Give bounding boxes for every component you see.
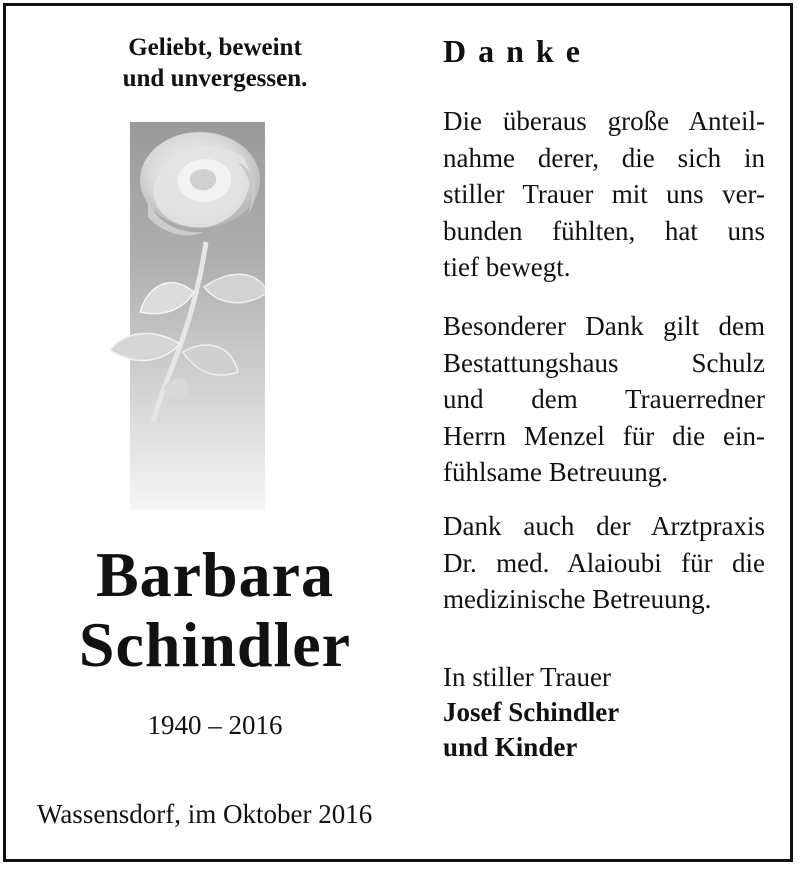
motto: [40, 32, 390, 94]
place-date: Wassensdorf, im Oktober 2016: [37, 799, 373, 829]
signature-name: Josef Schindler: [443, 697, 620, 727]
rose-icon: [108, 122, 265, 510]
text-line: Dank auch der Arztpraxis: [443, 511, 765, 541]
signature-intro: In stiller Trauer: [443, 662, 611, 692]
text-line: fühlsame Betreuung.: [443, 457, 668, 487]
first-name: Barbara: [95, 539, 335, 610]
signature-name: und Kinder: [443, 732, 578, 762]
text-line: nahme derer, die sich in: [443, 142, 765, 173]
deceased-name: [20, 540, 410, 680]
last-name: Schindler: [78, 609, 352, 680]
heading: Danke: [443, 33, 592, 69]
text-line: bunden fühlten, hat uns: [443, 215, 765, 246]
text-line: tief bewegt.: [443, 252, 571, 282]
life-dates: 1940 – 2016: [147, 710, 283, 740]
text-line: Die überaus große Anteil-: [443, 106, 765, 136]
motto-line: Geliebt, beweint: [128, 34, 302, 61]
text-line: Herrn Menzel für die ein-: [443, 420, 765, 451]
text-line: Besonderer Dank gilt dem: [443, 311, 765, 341]
text-line: stiller Trauer mit uns ver-: [443, 179, 765, 209]
signature: [443, 660, 765, 765]
paragraph-thanks: [443, 103, 765, 286]
text-line: medizinische Betreuung.: [443, 584, 712, 614]
text-line: und dem Trauerredner: [443, 384, 765, 414]
text-line: Bestattungshaus Schulz: [443, 347, 765, 378]
paragraph-doctor-thanks: [443, 508, 765, 618]
paragraph-special-thanks: [443, 308, 765, 491]
text-line: Dr. med. Alaioubi für die: [443, 547, 765, 578]
motto-line: und unvergessen.: [122, 65, 308, 92]
